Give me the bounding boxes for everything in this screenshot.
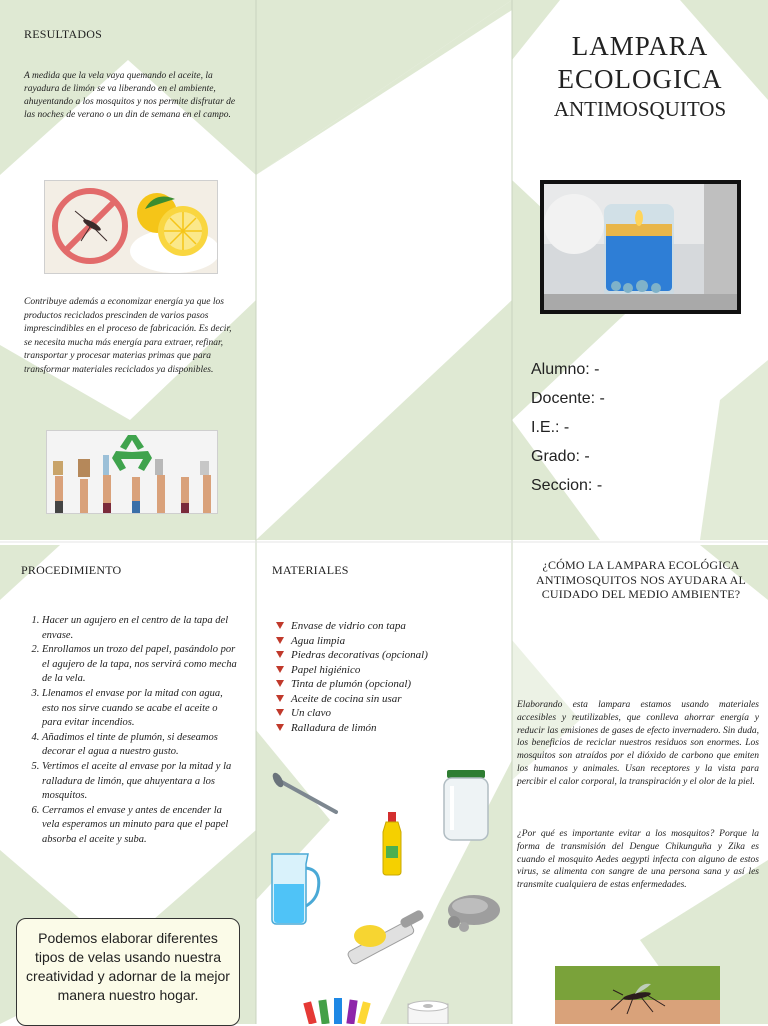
material-item: Agua limpia [274, 634, 504, 649]
procedure-step: 3. Llenamos el envase por la mitad con agua, esto nos sirve cuando se acabe el aceite o para evitar incendios. [42, 687, 238, 731]
material-item: Ralladura de limón [274, 721, 504, 736]
procedure-step: 4. Añadimos el tinte de plumón, si deseamos decorar el agua a nuestro gusto. [42, 731, 238, 760]
glass-jar-icon [442, 770, 490, 842]
materials-heading: MATERIALES [272, 563, 349, 577]
material-item: Un clavo [274, 706, 504, 721]
materials-list [274, 619, 504, 735]
procedure-step: 6. Cerramos el envase y antes de encender la vela esperamos un minuto para que el papel absorba el aceite y suba. [42, 804, 238, 848]
material-item: Envase de vidrio con tapa [274, 619, 504, 634]
creativity-callout: Podemos elaborar diferentes tipos de velas usando nuestra creatividad y adornar de la mejor manera nuestro hogar. [16, 918, 240, 1026]
procedure-step: 1. Hacer un agujero en el centro de la tapa del envase. [42, 614, 238, 643]
cover-title-line1: LAMPARA [571, 31, 709, 61]
material-item: Piedras decorativas (opcional) [274, 648, 504, 663]
procedure-heading: PROCEDIMIENTO [21, 563, 122, 577]
lemon-no-mosquito-image [44, 180, 218, 274]
nail-icon [272, 770, 342, 820]
cover-subtitle: ANTIMOSQUITOS [553, 97, 727, 121]
procedure-steps [24, 614, 238, 848]
section-field: Seccion: - [531, 477, 603, 494]
cover-title-line2: ECOLOGICA [557, 64, 723, 94]
question-paragraph: Elaborando esta lampara estamos usando materiales accesibles y reutilizables, que conlleva ahorrar energía y reducir las emisiones de gases de efecto invernadero. Sin duda, los beneficios de reciclar nuestros residuos son enormes. Los mosquitos son atraídos por el dióxido de carbono que emiten los humanos y animales. Usan receptores y la vista para percibir el calor corporal, la transpiración y el olor de la piel. [517, 700, 759, 787]
lemon-grater-icon [340, 910, 430, 970]
lamp-photo [540, 180, 741, 314]
toilet-paper-icon [404, 1000, 452, 1024]
oil-bottle-icon [380, 812, 404, 876]
school-field: I.E.: - [531, 419, 570, 436]
cover-info-block [531, 355, 751, 500]
results-heading: RESULTADOS [24, 27, 102, 41]
mosquito-photo [555, 966, 720, 1024]
material-item: Tinta de plumón (opcional) [274, 677, 504, 692]
material-item: Aceite de cocina sin usar [274, 692, 504, 707]
procedure-step: 5. Vertimos el aceite al envase por la mitad y la ralladura de limón, que ahuyentara a los mosquitos. [42, 760, 238, 804]
grade-field: Grado: - [531, 448, 590, 465]
stones-icon [444, 890, 502, 934]
material-item: Papel higiénico [274, 663, 504, 678]
mosquito-paragraph: ¿Por qué es importante evitar a los mosquitos? Porque la forma de transmisión del Dengue Chikunguña y Zika es cuando el mosquito Aedes aegypti infecta con alguno de estos virus, se alimenta con sangre de una persona sana y así les transmite cualquiera de estas enfermedades. [517, 829, 759, 891]
energy-paragraph: Contribuye además a economizar energía ya que los productos reciclados prescinden de varios pasos imprescindibles en el proceso de fabricación. Es decir, se necesita mucha más energía para extraer, refinar, transportar y procesar materias primas que para transformar materiales reciclados ya disponibles. [24, 297, 232, 375]
results-paragraph: A medida que la vela vaya quemando el aceite, la rayadura de limón se va liberando en el ambiente, ahuyentando a los mosquitos y nos permite disfrutar de las noches de verano o un din de semana en el campo. [24, 71, 236, 120]
student-field: Alumno: - [531, 361, 600, 378]
teacher-field: Docente: - [531, 390, 605, 407]
markers-icon [302, 996, 372, 1024]
procedure-step: 2. Enrollamos un trozo del papel, pasándolo por el agujero de la tapa, nos servirá como mecha de la vela. [42, 643, 238, 687]
water-jug-icon [266, 850, 324, 926]
question-heading: ¿CÓMO LA LAMPARA ECOLÓGICA ANTIMOSQUITOS NOS AYUDARA AL CUIDADO DEL MEDIO AMBIENTE? [536, 558, 746, 601]
recycling-hands-image [46, 430, 218, 514]
